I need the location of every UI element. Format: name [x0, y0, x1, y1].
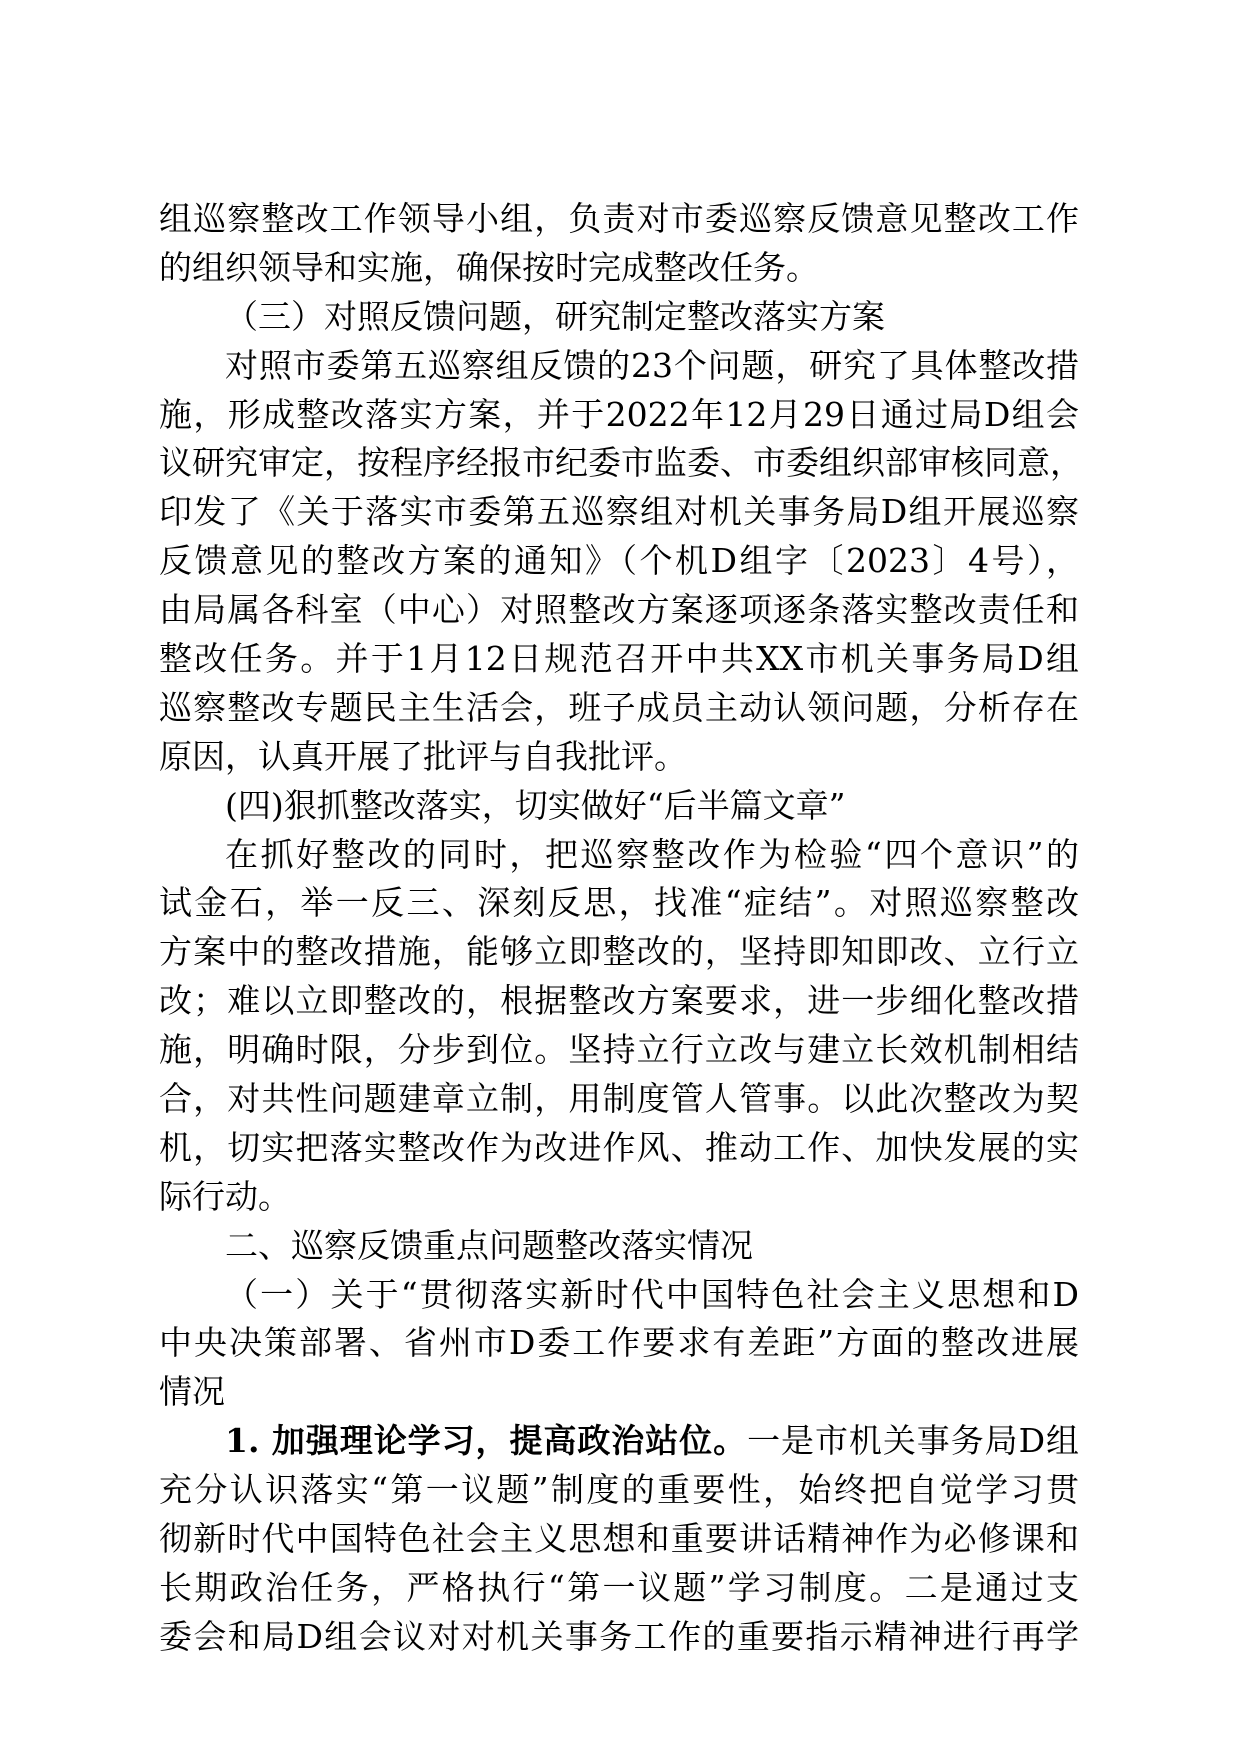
- paragraph-line: 委会和局D组会议对对机关事务工作的重要指示精神进行再学: [159, 1616, 1079, 1656]
- paragraph-line: 对照市委第五巡察组反馈的23个问题，研究了具体整改措: [225, 345, 1079, 385]
- paragraph-line: 巡察整改专题民主生活会，班子成员主动认领问题，分析存在: [159, 687, 1079, 727]
- document-page: [159, 195, 1083, 1662]
- subsection-heading-2-1-line: 情况: [159, 1372, 225, 1412]
- paragraph-line: 方案中的整改措施，能够立即整改的，坚持即知即改、立行立: [159, 932, 1079, 972]
- subsection-heading-2-1-line: 中央决策部署、省州市D委工作要求有差距”方面的整改进展: [159, 1323, 1079, 1363]
- paragraph-line: 组巡察整改工作领导小组，负责对市委巡察反馈意见整改工作: [159, 199, 1079, 238]
- paragraph-line: 际行动。: [159, 1176, 291, 1216]
- paragraph-line: 议研究审定，按程序经报市纪委市监委、市委组织部审核同意，: [159, 443, 1083, 483]
- section-heading-2: 二、巡察反馈重点问题整改落实情况: [225, 1225, 753, 1265]
- paragraph-line: 彻新时代中国特色社会主义思想和重要讲话精神作为必修课和: [159, 1519, 1079, 1559]
- paragraph-line: 在抓好整改的同时，把巡察整改作为检验“四个意识”的: [225, 834, 1079, 874]
- paragraph-line: 施，形成整改落实方案，并于2022年12月29日通过局D组会: [159, 394, 1079, 434]
- item-lead-bold: 1. 加强理论学习，提高政治站位。: [225, 1421, 748, 1461]
- paragraph-line: 印发了《关于落实市委第五巡察组对机关事务局D组开展巡察: [159, 492, 1079, 532]
- paragraph-line: 试金石，举一反三、深刻反思，找准“症结”。对照巡察整改: [159, 883, 1079, 923]
- paragraph-line: 反馈意见的整改方案的通知》（个机D组字〔2023〕4号），: [159, 541, 1079, 581]
- paragraph-line: 整改任务。并于1月12日规范召开中共XX市机关事务局D组: [159, 639, 1079, 679]
- paragraph-line: 合，对共性问题建章立制，用制度管人管事。以此次整改为契: [159, 1079, 1079, 1119]
- paragraph-line: 改；难以立即整改的，根据整改方案要求，进一步细化整改措: [159, 981, 1079, 1021]
- paragraph-line: 原因，认真开展了批评与自我批评。: [159, 736, 687, 776]
- paragraph-line: 长期政治任务，严格执行“第一议题”学习制度。二是通过支: [159, 1567, 1079, 1607]
- item-lead-rest: 一是市机关事务局D组: [747, 1421, 1079, 1461]
- subsection-heading-4: (四)狠抓整改落实，切实做好“后半篇文章”: [225, 785, 846, 825]
- subsection-heading-2-1-line: （一）关于“贯彻落实新时代中国特色社会主义思想和D: [225, 1274, 1079, 1314]
- paragraph-line: 机，切实把落实整改作为改进作风、推动工作、加快发展的实: [159, 1127, 1079, 1167]
- paragraph-line: 由局属各科室（中心）对照整改方案逐项逐条落实整改责任和: [159, 590, 1079, 630]
- paragraph-line: 充分认识落实“第一议题”制度的重要性，始终把自觉学习贯: [159, 1470, 1079, 1510]
- paragraph-line: [159, 1417, 1079, 1466]
- paragraph-line: 的组织领导和实施，确保按时完成整改任务。: [159, 247, 819, 287]
- paragraph-line: 施，明确时限，分步到位。坚持立行立改与建立长效机制相结: [159, 1030, 1079, 1070]
- subsection-heading-3: （三）对照反馈问题，研究制定整改落实方案: [225, 296, 885, 336]
